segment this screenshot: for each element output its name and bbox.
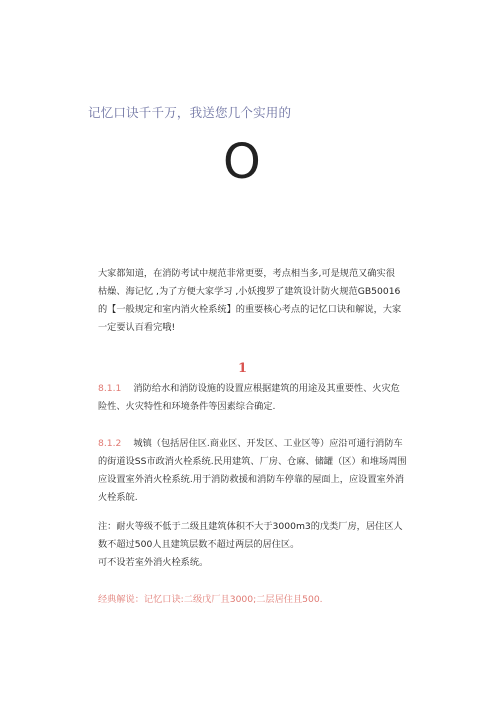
page-title: 记忆口诀千千万，我送您几个实用的 — [88, 105, 292, 120]
note-line-2: 可不设若室外消火栓系统。 — [98, 557, 209, 568]
clause-8-1-2 — [98, 435, 408, 507]
intro-paragraph: 大家都知道，在消防考试中规范非常更要，考点相当多,可是规范又确实很枯燥、海记忆 ,为了方便大家学习 ,小妖搜罗了建筑设计防火规范GB50016的【一般规定和室内消火栓系统】的重要核心考点的记忆口诀和解说，大家一定要认百看完哦! — [98, 268, 402, 333]
clause-8-1-1 — [98, 380, 408, 416]
clause-number: 8.1.2 — [98, 438, 122, 449]
section-number: 1 — [238, 361, 248, 376]
note-block — [98, 518, 408, 572]
clause-text: 消防给水和消防设施的设置应根据建筑的用途及其重要性、火灾危险性、火灾特性和环境条件等因素综合确定. — [98, 383, 400, 412]
clause-number: 8.1.1 — [98, 383, 122, 394]
clause-text: 城镇（包括居住区.商业区、开发区、工业区等）应沿可通行消防车的街道设SS市政消火栓系统.民用建筑、厂房、仓麻、储罐（区）和堆场周围应设置室外消火栓系统.用于消防救援和消防车停靠的屋面上，应设置室外消火栓系皖. — [98, 438, 407, 503]
explanation-text: 经典解说：记忆口诀:二级戊厂且3000;二层居住且500. — [98, 594, 323, 605]
large-letter-o: O — [223, 134, 261, 190]
note-line-1: 注：耐火等级不低于二级且建筑体积不大于3000m3的戊类厂房，居住区人数不超过500人且建筑层数不超过两层的居住区。 — [98, 521, 403, 550]
